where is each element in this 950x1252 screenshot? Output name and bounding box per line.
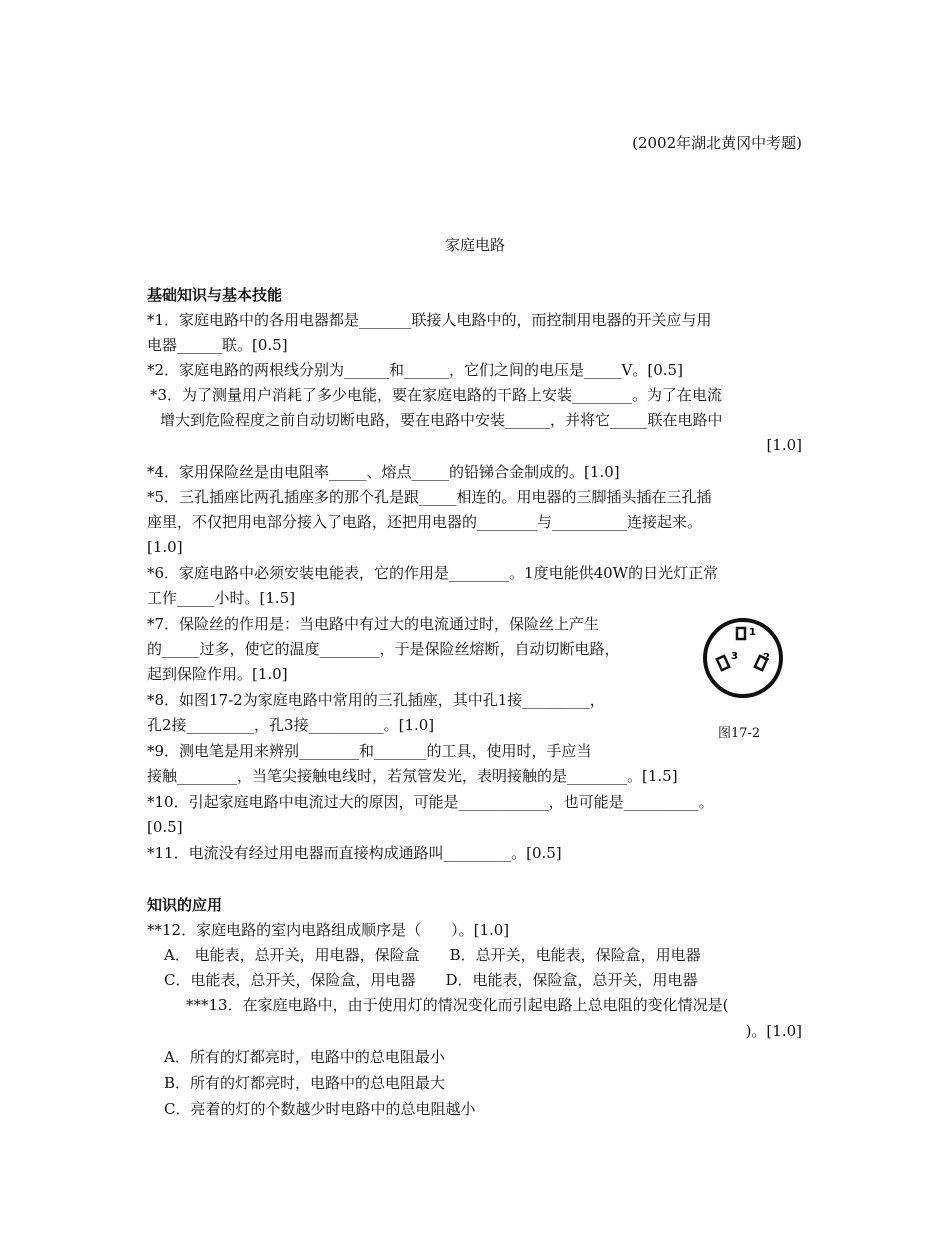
question-5-line-2: 座里，不仅把用电部分接入了电路，还把用电器的________与__________连接起来。 (147, 513, 703, 531)
question-3-score: [1.0] (766, 436, 802, 454)
question-2: *2．家庭电路的两根线分别为______和______，它们之间的电压是_____V。[0.5] (147, 361, 683, 379)
question-10-line-2: [0.5] (147, 818, 183, 836)
question-11: *11．电流没有经过用电器而直接构成通路叫_________。[0.5] (147, 844, 562, 862)
question-7-line-3: 起到保险作用。[1.0] (147, 665, 288, 683)
question-8-line-1: *8．如图17-2为家庭电路中常用的三孔插座，其中孔1接_________， (147, 691, 605, 709)
question-13-option-b: B．所有的灯都亮时，电路中的总电阻最大 (164, 1074, 446, 1092)
question-1-line-2: 电器______联。[0.5] (147, 336, 288, 354)
figure-caption: 图17-2 (718, 726, 761, 741)
question-5-line-3: [1.0] (147, 538, 183, 556)
section-heading-application: 知识的应用 (147, 896, 223, 914)
question-8-line-2: 孔2接_________，孔3接__________。[1.0] (147, 716, 435, 734)
question-3-line-1: *3．为了测量用户消耗了多少电能，要在家庭电路的干路上安装________。为了在电流 (150, 386, 723, 404)
question-13-option-c: C．亮着的灯的个数越少时电路中的总电阻越小 (164, 1100, 476, 1118)
question-13-option-a: A．所有的灯都亮时，电路中的总电阻最小 (164, 1048, 445, 1066)
section-heading-basic: 基础知识与基本技能 (147, 286, 283, 304)
question-1-line-1: *1．家庭电路中的各用电器都是_______联接人电路中的，而控制用电器的开关应与用 (147, 311, 712, 329)
question-3-line-2: 增大到危险程度之前自动切断电路，要在电路中安装______，并将它_____联在电路中 (160, 411, 723, 429)
page-title: 家庭电路 (444, 236, 505, 254)
question-4: *4．家用保险丝是由电阻率_____、熔点_____的铅锑合金制成的。[1.0] (147, 463, 620, 481)
hole-label-3: 3 (731, 651, 738, 662)
question-6-line-1: *6．家庭电路中必须安装电能表，它的作用是________。1度电能供40W的日光灯正常 (147, 564, 719, 582)
socket-hole-1 (737, 628, 745, 639)
question-12-options-cd: C．电能表，总开关，保险盒，用电器 D．电能表，保险盒，总开关，用电器 (164, 971, 698, 989)
source-note: (2002年湖北黄冈中考题) (632, 134, 802, 152)
question-12-options-ab: A． 电能表，总开关，用电器，保险盒 B．总开关，电能表，保险盒，用电器 (164, 946, 701, 964)
hole-label-2: 2 (763, 652, 770, 663)
question-9-line-2: 接触________，当笔尖接触电线时，若氖管发光，表明接触的是________。[1.5] (147, 767, 678, 785)
socket-hole-3 (717, 656, 729, 670)
question-13-line-2: )。[1.0] (745, 1022, 802, 1040)
three-hole-socket-figure (701, 616, 785, 700)
question-7-line-1: *7．保险丝的作用是：当电路中有过大的电流通过时，保险丝上产生 (147, 615, 600, 633)
question-9-line-1: *9．测电笔是用来辨别________和_______的工具，使用时，手应当 (147, 742, 592, 760)
question-5-line-1: *5．三孔插座比两孔插座多的那个孔是跟_____相连的。用电器的三脚插头插在三孔插 (147, 488, 712, 506)
question-10-line-1: *10．引起家庭电路中电流过大的原因，可能是____________，也可能是__________。 (147, 793, 714, 811)
question-6-line-2: 工作_____小时。[1.5] (147, 589, 296, 607)
question-12: **12．家庭电路的室内电路组成顺序是（ ）。[1.0] (147, 921, 510, 939)
question-13-line-1: ***13．在家庭电路中，由于使用灯的情况变化而引起电路上总电阻的变化情况是( (186, 996, 729, 1014)
question-7-line-2: 的_____过多，使它的温度________，于是保险丝熔断，自动切断电路， (147, 640, 620, 658)
hole-label-1: 1 (749, 627, 756, 638)
